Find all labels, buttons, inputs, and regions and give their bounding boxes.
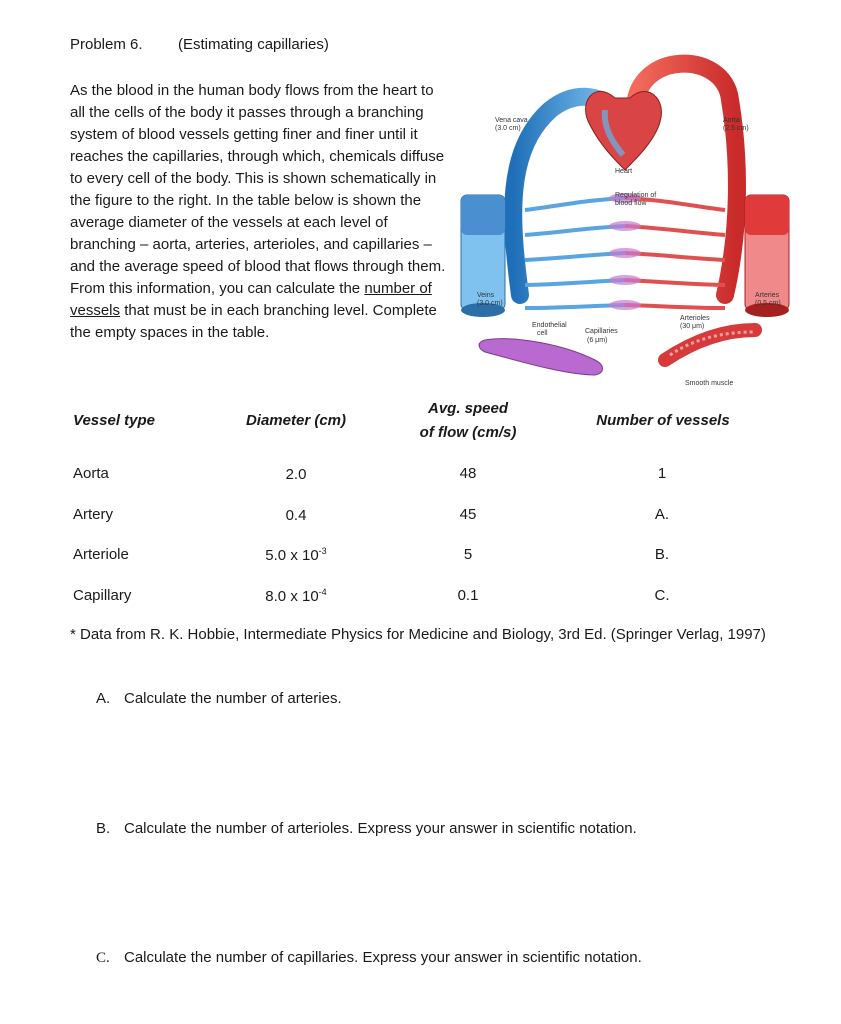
- row-capillary-speed: 0.1: [457, 587, 479, 604]
- label-smooth-muscle: Smooth muscle: [685, 380, 734, 387]
- header-speed-line2: of flow (cm/s): [419, 424, 517, 441]
- question-b: [96, 820, 637, 837]
- row-arteriole-speed: 5: [463, 546, 473, 563]
- row-capillary-number: C.: [654, 587, 670, 604]
- header-vessel-type: Vessel type: [73, 412, 155, 429]
- row-aorta-number: 1: [657, 465, 667, 482]
- question-b-text: Calculate the number of arterioles. Express your answer in scientific notation.: [124, 820, 637, 837]
- capillary-beds: [609, 193, 641, 310]
- label-arteries: Arteries: [755, 292, 780, 299]
- smooth-muscle-tube: [665, 330, 755, 360]
- problem-title: (Estimating capillaries): [178, 36, 329, 53]
- intro-paragraph: [70, 80, 450, 344]
- row-artery-speed: 45: [459, 506, 477, 523]
- header-number: Number of vessels: [596, 412, 730, 429]
- label-arterioles: Arterioles: [680, 315, 710, 322]
- problem-header: [70, 36, 329, 53]
- question-a-text: Calculate the number of arteries.: [124, 690, 342, 707]
- header-diameter: Diameter (cm): [245, 412, 347, 429]
- label-arterioles-size: (30 μm): [680, 323, 705, 330]
- label-aorta: Aorta: [723, 117, 740, 124]
- label-veins-size: (3.0 cm): [477, 300, 503, 307]
- row-artery-diameter: 0.4: [285, 507, 307, 524]
- problem-number: Problem 6.: [70, 36, 143, 53]
- question-c-text: Calculate the number of capillaries. Express your answer in scientific notation.: [124, 949, 642, 966]
- row-capillary-type: Capillary: [73, 587, 132, 604]
- row-arteriole-number: B.: [654, 546, 670, 563]
- header-speed-line1: Avg. speed: [427, 400, 509, 417]
- question-a: [96, 690, 342, 707]
- row-aorta-speed: 48: [459, 465, 477, 482]
- row-aorta-type: Aorta: [73, 465, 109, 482]
- question-a-label: A.: [96, 690, 111, 707]
- label-aorta-size: (2.5 cm): [723, 125, 749, 132]
- endothelial-cell: [479, 339, 603, 375]
- label-capillaries: Capillaries: [585, 328, 618, 335]
- label-endothelial-2: cell: [537, 330, 548, 337]
- label-regulation-1: Regulation of: [615, 192, 657, 199]
- label-endothelial-1: Endothelial: [532, 322, 567, 329]
- label-capillaries-size: (6 μm): [587, 337, 608, 344]
- row-artery-type: Artery: [73, 506, 114, 523]
- row-arteriole-diameter: 5.0 x $10^{-3}$: [265, 546, 327, 564]
- label-heart: Heart: [615, 168, 633, 175]
- row-capillary-diameter: 8.0 x $10^{-4}$: [265, 587, 327, 605]
- row-arteriole-type: Arteriole: [73, 546, 129, 563]
- footnote: * Data from R. K. Hobbie, Intermediate Physics for Medicine and Biology, 3rd Ed. (Springer Verlag, 1997): [70, 626, 766, 643]
- label-veins: Veins: [477, 292, 495, 299]
- heart-icon: [586, 91, 662, 170]
- question-c-label: C.: [96, 950, 110, 966]
- label-vena-cava-size: (3.0 cm): [495, 125, 521, 132]
- circulatory-diagram: [455, 40, 795, 400]
- label-regulation-2: blood flow: [615, 200, 647, 207]
- label-arteries-size: (0.5 cm): [755, 300, 781, 307]
- row-aorta-diameter: 2.0: [285, 466, 307, 483]
- intro-text-after: that must be in each branching level. Complete the empty spaces in the table.: [70, 302, 437, 341]
- question-c: [96, 949, 642, 967]
- label-vena-cava: Vena cava: [495, 117, 528, 124]
- question-b-label: B.: [96, 820, 111, 837]
- row-artery-number: A.: [654, 506, 670, 523]
- intro-underlined-text: number of vessels: [70, 280, 432, 319]
- intro-text-before: As the blood in the human body flows from the heart to all the cells of the body it passes through a branching system of blood vessels getting finer and finer until it reaches the capillaries, through which, chemicals diffuse to every cell of the body. This is shown schematically in the figure to the right. In the table below is shown the average diameter of the vessels at each level of branching – aorta, arteries, arterioles, and capillaries – and the average speed of blood that flows through them. From this information, you can calculate the: [70, 82, 446, 297]
